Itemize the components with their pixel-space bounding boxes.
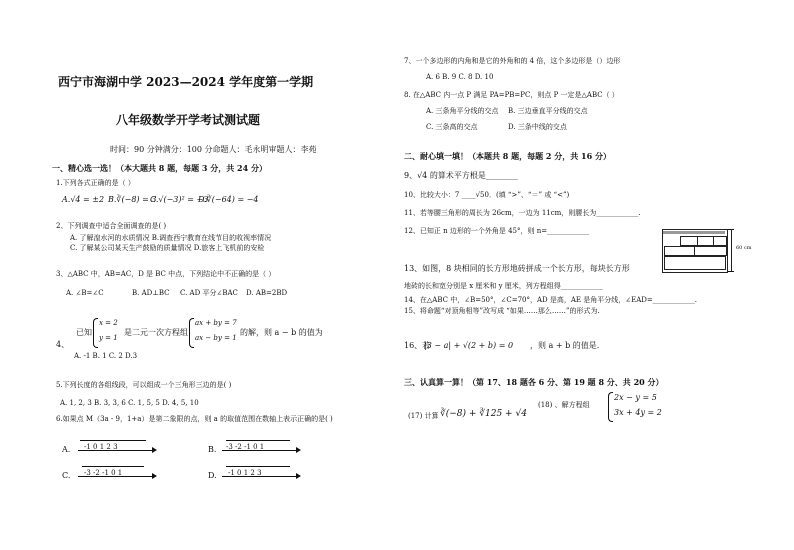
q1-option-a: A.√4 = ±2: [62, 195, 105, 204]
q6-option-d-label: D.: [208, 471, 217, 480]
school-title: 西宁市海湖中学 2023—2024 学年度第一学期: [58, 75, 314, 89]
q6-option-c-label: C.: [62, 471, 71, 480]
exam-title: 八年级数学开学考试测试题: [116, 113, 261, 127]
q18-label: (18) 、解方程组: [538, 401, 590, 409]
q6-option-b-label: B.: [208, 445, 217, 454]
q8-option-c: C. 三条高的交点: [426, 123, 478, 131]
q8-stem: 8. 在△ABC 内一点 P 满足 PA=PB=PC，则点 P 一定是△ABC（ ）: [404, 91, 619, 99]
q5-options: A. 1, 2, 3 B. 3, 3, 6 C. 1, 5, 5 D. 4, 5, 10: [60, 399, 199, 407]
figure-dimension-label: 60 cm: [736, 245, 752, 251]
q16-pre: 16、若: [404, 341, 431, 350]
section3-title: 三、认真算一算！（第 17、18 题各 6 分、第 19 题 8 分、共 20 分）: [404, 377, 664, 387]
q1-option-d: D.∛(−64) = −4: [198, 195, 259, 204]
q17-label: (17) 计算: [408, 412, 439, 420]
q4-pre: 已知: [76, 328, 92, 337]
q1-option-b: B.∛(−8) = 3: [108, 195, 157, 204]
q4-brace-2: [189, 318, 194, 348]
q15: 15、将命题“对顶角相等”改写成 “如果……那么……”的形式为.: [404, 307, 600, 315]
q13-line2: 地砖的长和宽分别是 x 厘米和 y 厘米，列方程组得____________: [404, 282, 603, 290]
q8-option-b: B. 三边垂直平分线的交点: [508, 107, 588, 115]
q4-brace-1: [93, 318, 98, 348]
q2-options-line1: A. 了解湟水河的水质情况 B.调查西宁教育在线节目的收视率情况: [70, 234, 272, 242]
q7-options: A. 6 B. 9 C. 8 D. 10: [426, 73, 494, 81]
q9: 9、√4 的算术平方根是________: [404, 171, 518, 180]
q11: 11、若等腰三角形的周长为 26cm，一边为 11cm，则腰长为____________.: [404, 209, 641, 217]
q3-option-b: B. AD⊥BC: [132, 289, 170, 297]
q3-stem: 3、△ABC 中，AB=AC，D 是 BC 中点，下列结论中不正确的是（ ）: [56, 270, 276, 278]
q1-option-c: C.√(−3)² = −3: [150, 195, 209, 204]
q3-option-a: A. ∠B=∠C: [66, 289, 104, 297]
q1-stem: 1.下列各式正确的是（ ）: [56, 179, 135, 187]
q3-option-c: C. AD 平分∠BAC: [180, 289, 238, 297]
q14: 14、在△ABC 中，∠B=50°，∠C=70°，AD 是高，AE 是角平分线，∠EAD=____________.: [404, 296, 697, 304]
q4-sys1-bot: y = 1: [99, 334, 118, 342]
q17-expression: ∛(−8) + ∛125 + √4: [440, 409, 527, 419]
q18-eq-top: 2x − y = 5: [614, 393, 657, 402]
q16-post: ，则 a + b 的值是.: [530, 341, 600, 350]
q4-post: 的解，则 a − b 的值为: [240, 328, 323, 337]
q18-brace: [608, 392, 613, 422]
q6-stem: 6.如果点 M（3a - 9，1+a）是第二象限的点，则 a 的取值范围在数轴上表示正确的是( ): [56, 415, 333, 423]
q6-option-a-label: A.: [62, 445, 71, 454]
q2-options-line2: C. 了解某公司某天生产鼓励的质量情况 D.旅客上飞机前的安检: [70, 244, 265, 252]
q4-sys1-top: x = 2: [99, 319, 118, 327]
q4-number: 4、: [56, 340, 70, 349]
q6-option-c-ticks: -3 -2 -1 0 1: [84, 469, 123, 477]
q8-option-d: D. 三条中线的交点: [508, 123, 567, 131]
q8-option-a: A. 三条角平分线的交点: [426, 107, 499, 115]
section1-title: 一、精心选一选！（本大题共 8 题，每题 3 分，共 24 分）: [52, 163, 267, 173]
q6-option-b-ticks: -3 -2 -1 0 1: [226, 443, 265, 451]
q7-stem: 7、一个多边形的内角和是它的外角和的 4 倍，这个多边形是（）边形: [404, 57, 621, 65]
q16-expression: |3 − a| + √(2 + b) = 0: [424, 341, 514, 350]
q13-line1: 13、如图，8 块相同的长方形地砖拼成一个长方形，每块长方形: [404, 264, 630, 273]
q4-mid: 是二元一次方程组: [124, 328, 188, 337]
q6-option-d-ticks: -1 0 1 2 3: [228, 469, 262, 477]
q4-sys2-bot: ax − by = 1: [195, 334, 237, 342]
q2-stem-text: 2、下列调查中适合全面调查的是( ): [56, 222, 167, 230]
q3-option-d: D. AB=2BD: [246, 289, 288, 297]
q4-sys2-top: ax + by = 7: [195, 319, 237, 327]
q18-eq-bottom: 3x + 4y = 2: [614, 408, 662, 417]
q12: 12、已知正 n 边形的一个外角是 45°，则 n=____________: [404, 227, 590, 235]
section2-title: 二、耐心填一填！（本题共 8 题，每题 2 分，共 16 分）: [404, 151, 611, 161]
q5-stem: 5.下列长度的各组线段，可以组成一个三角形三边的是( ): [56, 381, 232, 389]
q10: 10、比较大小：7 ____√50．(填 “>”、“＝” 或 “<”): [404, 191, 570, 199]
q6-option-a-ticks: -1 0 1 2 3: [84, 443, 118, 451]
exam-meta: 时间：90 分钟满分：100 分命题人：毛永明审题人：李苑: [110, 145, 317, 154]
q4-options: A. -1 B. 1 C. 2 D.3: [74, 352, 138, 360]
